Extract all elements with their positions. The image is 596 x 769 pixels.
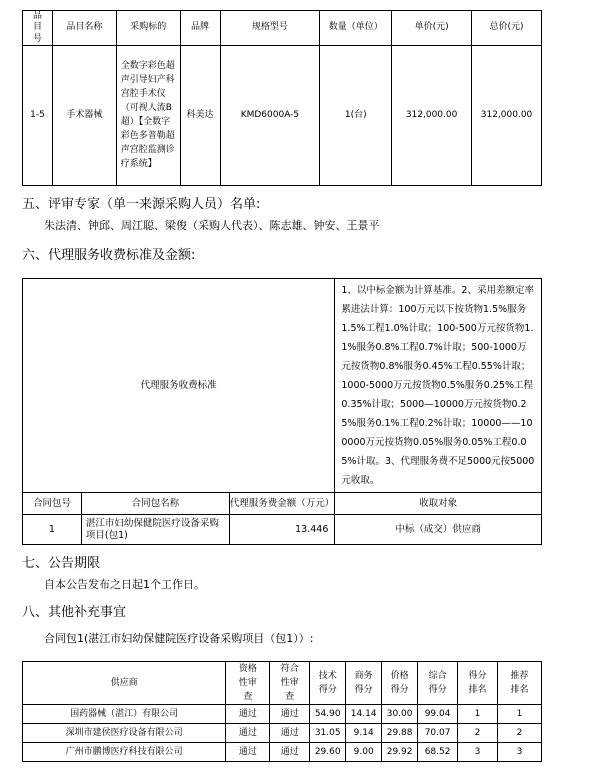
score-cell-rec: 1 [497, 705, 541, 724]
score-cell-biz: 9.00 [346, 743, 382, 762]
score-cell-rec: 3 [497, 743, 541, 762]
item-table-header [23, 11, 542, 46]
score-cell-comply: 通过 [270, 743, 310, 762]
score-col-tech: 技术得分 [310, 662, 346, 705]
score-cell-qual: 通过 [226, 743, 270, 762]
score-cell-supplier: 广州市鹏博医疗科技有限公司 [23, 743, 226, 762]
cell-qty: 1(台) [320, 45, 392, 185]
score-cell-supplier: 国药器械（湛江）有限公司 [23, 705, 226, 724]
cell-no: 1-5 [23, 45, 53, 185]
fee-col-pkg-no: 合同包号 [23, 493, 82, 515]
fee-table [22, 278, 542, 545]
score-table [22, 661, 542, 762]
section6-title: 六、代理服务收费标准及金额: [22, 248, 196, 263]
cell-total: 312,000.00 [472, 45, 542, 185]
score-cell-rank: 1 [458, 705, 498, 724]
score-col-supplier: 供应商 [23, 662, 226, 705]
score-cell-biz: 14.14 [346, 705, 382, 724]
package-title: 合同包1(湛江市妇幼保健院医疗设备采购项目（包1））: [44, 632, 314, 645]
score-cell-total: 99.04 [418, 705, 458, 724]
col-header-total: 总价(元) [472, 11, 542, 46]
col-header-qty: 数量（单位） [320, 11, 392, 46]
score-cell-price: 30.00 [382, 705, 418, 724]
col-header-name: 品目名称 [52, 11, 116, 46]
score-cell-supplier: 深圳市建侯医疗设备有限公司 [23, 724, 226, 743]
score-cell-tech: 29.60 [310, 743, 346, 762]
fee-standard-label: 代理服务收费标准 [23, 279, 335, 493]
score-cell-tech: 31.05 [310, 724, 346, 743]
score-cell-comply: 通过 [270, 705, 310, 724]
score-col-comply: 符合性审查 [270, 662, 310, 705]
col-header-no: 品目号 [23, 11, 53, 46]
section8-title: 八、其他补充事宜 [22, 605, 127, 620]
score-col-total: 综合得分 [418, 662, 458, 705]
score-cell-comply: 通过 [270, 724, 310, 743]
score-table-row [23, 743, 542, 762]
fee-table-header [23, 493, 542, 515]
score-cell-rank: 2 [458, 724, 498, 743]
fee-col-pkg-name: 合同包名称 [81, 493, 229, 515]
section5-title: 五、评审专家（单一来源采购人员）名单: [22, 197, 261, 212]
cell-brand: 科美达 [180, 45, 220, 185]
fee-cell-target: 中标（成交）供应商 [335, 515, 542, 545]
score-cell-rank: 3 [458, 743, 498, 762]
col-header-model: 规格型号 [220, 11, 320, 46]
fee-standard-row [23, 279, 542, 493]
section7-title: 七、公告期限 [22, 556, 101, 571]
score-cell-rec: 2 [497, 724, 541, 743]
expert-list: 朱法清、钟邱、周江聪、梁俊（采购人代表）、陈志雄、钟安、王景平 [44, 219, 380, 232]
score-table-row [23, 724, 542, 743]
score-col-rec: 推荐排名 [497, 662, 541, 705]
item-table-row [23, 45, 542, 185]
col-header-target: 采购标的 [116, 11, 180, 46]
score-cell-total: 70.07 [418, 724, 458, 743]
score-cell-total: 68.52 [418, 743, 458, 762]
item-table [22, 10, 542, 186]
score-cell-biz: 9.14 [346, 724, 382, 743]
col-header-brand: 品牌 [180, 11, 220, 46]
fee-cell-pkg-name: 湛江市妇幼保健院医疗设备采购项目(包1) [81, 515, 229, 545]
score-cell-qual: 通过 [226, 724, 270, 743]
score-table-header [23, 662, 542, 705]
fee-standard-text: 1、以中标金额为计算基准。2、采用差额定率累进法计算：100万元以下按货物1.5%服务1.5%工程1.0%计取；100-500万元按货物1.1%服务0.8%工程0.7%计取；500-1000万元按货物0.8%服务0.45%工程0.55%计取；1000-5000万元按货物0.5%服务0.25%工程0.35%计取；5000—10000万元按货物0.25%服务0.1%工程0.2%计取；10000——100000万元按货物0.05%服务0.05%工程0.05%计取。3、代理服务费不足5000元按5000元收取。 [335, 279, 542, 493]
score-cell-tech: 54.90 [310, 705, 346, 724]
score-cell-qual: 通过 [226, 705, 270, 724]
score-col-rank: 得分排名 [458, 662, 498, 705]
fee-col-amount: 代理服务费金额（万元） [229, 493, 335, 515]
notice-period-text: 自本公告发布之日起1个工作日。 [44, 578, 205, 591]
score-col-biz: 商务得分 [346, 662, 382, 705]
cell-name: 手术器械 [52, 45, 116, 185]
fee-cell-pkg-no: 1 [23, 515, 82, 545]
col-header-price: 单价(元) [392, 11, 472, 46]
score-table-row [23, 705, 542, 724]
cell-target: 全数字彩色超声引导妇产科宫腔手术仪（可视人流B超）【全数字彩色多普勒超声宫腔监测诊疗系统】 [116, 45, 180, 185]
cell-model: KMD6000A-5 [220, 45, 320, 185]
fee-cell-amount: 13.446 [229, 515, 335, 545]
fee-col-target: 收取对象 [335, 493, 542, 515]
score-cell-price: 29.88 [382, 724, 418, 743]
cell-price: 312,000.00 [392, 45, 472, 185]
score-col-qual: 资格性审查 [226, 662, 270, 705]
fee-table-row [23, 515, 542, 545]
score-col-price: 价格得分 [382, 662, 418, 705]
score-cell-price: 29.92 [382, 743, 418, 762]
